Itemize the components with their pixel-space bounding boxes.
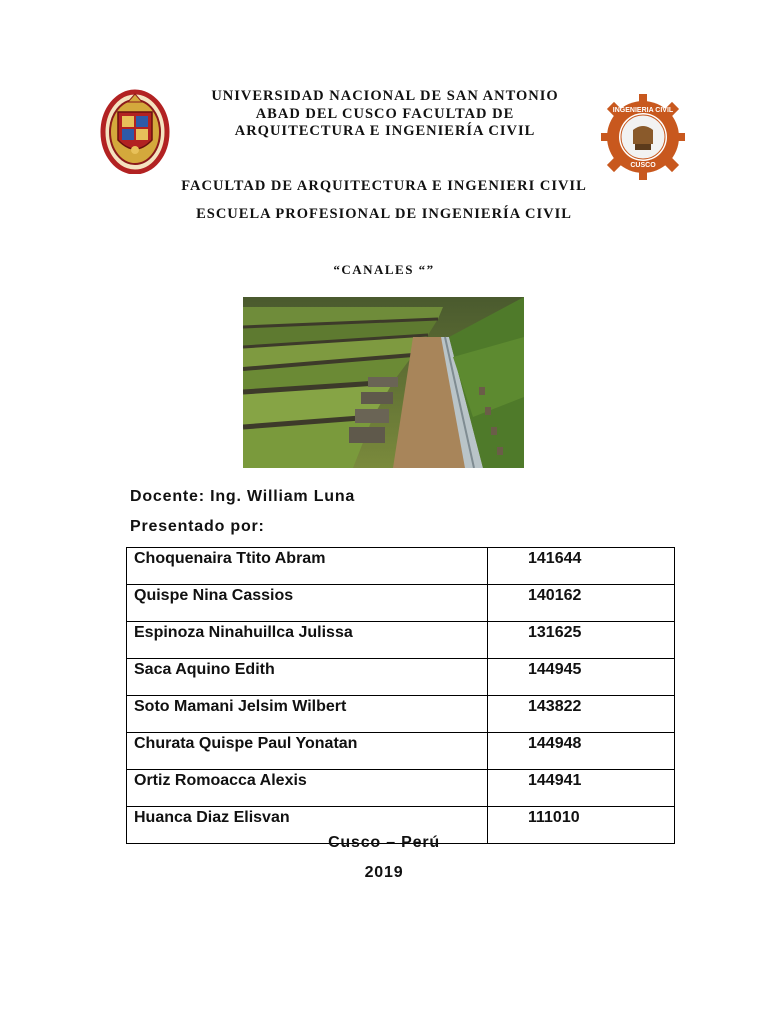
emblem-top-text: INGENIERIA CIVIL bbox=[612, 107, 674, 114]
presentado-label: Presentado por: bbox=[130, 518, 265, 535]
table-row bbox=[127, 548, 675, 585]
emblem-bottom-text: CUSCO bbox=[630, 162, 656, 169]
docente-line: Docente: Ing. William Luna bbox=[130, 488, 356, 505]
civil-engineering-emblem-icon bbox=[597, 92, 689, 182]
student-name: Ortiz Romoacca Alexis bbox=[127, 770, 488, 807]
faculty-heading: FACULTAD DE ARQUITECTURA E INGENIERI CIVIL bbox=[181, 178, 587, 194]
university-coat-of-arms-icon bbox=[100, 88, 170, 174]
student-code: 111010 bbox=[488, 807, 675, 844]
table-row bbox=[127, 770, 675, 807]
student-name: Quispe Nina Cassios bbox=[127, 585, 488, 622]
student-name: Soto Mamani Jelsim Wilbert bbox=[127, 696, 488, 733]
university-name bbox=[180, 88, 590, 141]
student-code: 141644 bbox=[488, 548, 675, 585]
students-table bbox=[126, 547, 675, 844]
student-code: 144948 bbox=[488, 733, 675, 770]
document-title: “CANALES “” bbox=[333, 262, 435, 277]
student-code: 143822 bbox=[488, 696, 675, 733]
student-code: 144945 bbox=[488, 659, 675, 696]
university-line-3: ARQUITECTURA E INGENIERÍA CIVIL bbox=[234, 123, 536, 139]
student-name: Choquenaira Ttito Abram bbox=[127, 548, 488, 585]
school-heading: ESCUELA PROFESIONAL DE INGENIERÍA CIVIL bbox=[196, 206, 572, 222]
university-line-2: ABAD DEL CUSCO FACULTAD DE bbox=[255, 105, 515, 122]
student-name: Churata Quispe Paul Yonatan bbox=[127, 733, 488, 770]
university-line-1: UNIVERSIDAD NACIONAL DE SAN ANTONIO bbox=[211, 88, 559, 104]
student-name: Saca Aquino Edith bbox=[127, 659, 488, 696]
student-code: 131625 bbox=[488, 622, 675, 659]
table-row bbox=[127, 733, 675, 770]
student-code: 144941 bbox=[488, 770, 675, 807]
table-row bbox=[127, 696, 675, 733]
city-line: Cusco – Perú bbox=[328, 834, 440, 851]
table-row bbox=[127, 659, 675, 696]
year-line: 2019 bbox=[364, 864, 404, 881]
table-row bbox=[127, 622, 675, 659]
terraced-canal-photo bbox=[243, 297, 524, 468]
table-row bbox=[127, 585, 675, 622]
student-code: 140162 bbox=[488, 585, 675, 622]
student-name: Huanca Diaz Elisvan bbox=[127, 807, 488, 844]
student-name: Espinoza Ninahuillca Julissa bbox=[127, 622, 488, 659]
